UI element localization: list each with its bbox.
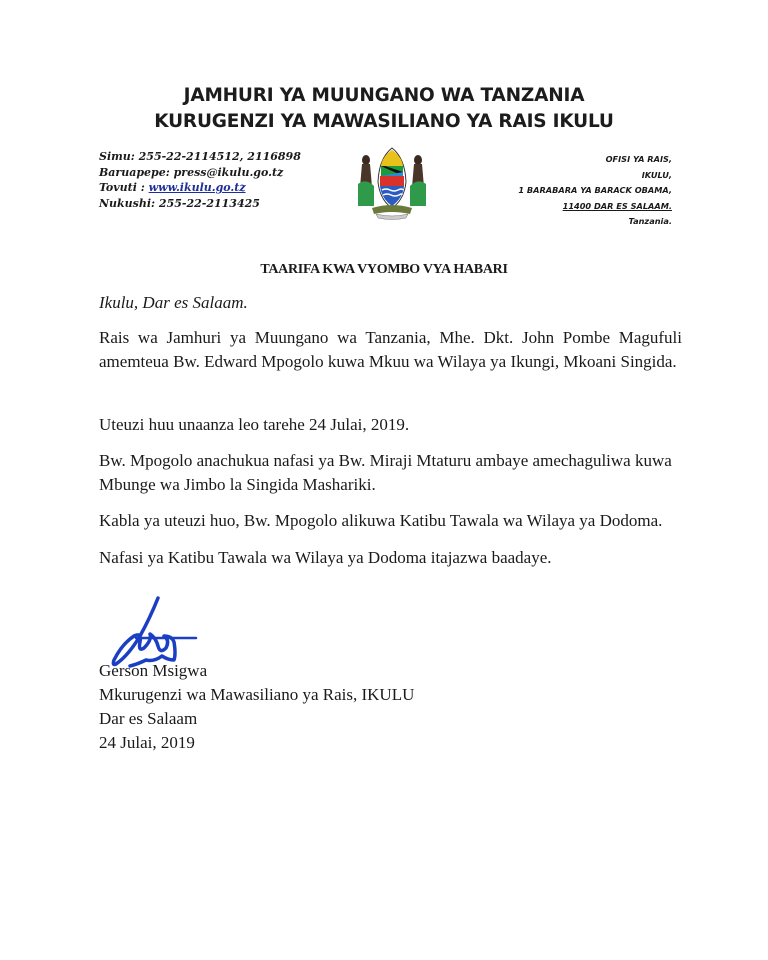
press-release-title: TAARIFA KWA VYOMBO VYA HABARI (260, 262, 508, 277)
contact-info (99, 149, 301, 211)
handwritten-signature-icon (100, 594, 210, 674)
address-line5: Tanzania. (628, 216, 672, 226)
paragraph-vacancy: Nafasi ya Katibu Tawala wa Wilaya ya Dodoma itajazwa baadaye. (99, 548, 552, 567)
phone-number: Simu: 255-22-2114512, 2116898 (99, 150, 301, 163)
website (99, 180, 301, 196)
address-line3: 1 BARABARA YA BARACK OBAMA, (518, 185, 672, 195)
office-address (518, 152, 672, 230)
website-label: Tovuti : (99, 181, 149, 194)
fax-number: Nukushi: 255-22-2113425 (99, 196, 260, 210)
letterhead-title-line1: JAMHURI YA MUUNGANO WA TANZANIA (183, 85, 585, 106)
signatory-title: Mkurugenzi wa Mawasiliano ya Rais, IKULU (99, 685, 415, 704)
paragraph-replacement: Bw. Mpogolo anachukua nafasi ya Bw. Miraji Mtaturu ambaye amechaguliwa kuwa Mbunge wa Jimbo la Singida Mashariki. (99, 451, 672, 494)
dateline: Ikulu, Dar es Salaam. (99, 293, 248, 312)
address-line1: OFISI YA RAIS, (605, 154, 672, 164)
signatory-date: 24 Julai, 2019 (99, 733, 195, 752)
signatory-location: Dar es Salaam (99, 709, 198, 728)
letterhead-title-line2: KURUGENZI YA MAWASILIANO YA RAIS IKULU (154, 111, 614, 132)
paragraph-effective-date: Uteuzi huu unaanza leo tarehe 24 Julai, 2019. (99, 415, 410, 434)
paragraph-appointment: Rais wa Jamhuri ya Muungano wa Tanzania, Mhe. Dkt. John Pombe Magufuli amemteua Bw. Edward Mpogolo kuwa Mkuu wa Wilaya ya Ikungi, Mkoani Singida. (99, 328, 682, 371)
paragraph-previous-role: Kabla ya uteuzi huo, Bw. Mpogolo alikuwa Katibu Tawala wa Wilaya ya Dodoma. (99, 511, 663, 530)
coat-of-arms-icon (352, 142, 432, 222)
signatory-name: Gerson Msigwa (99, 661, 208, 680)
website-link[interactable]: www.ikulu.go.tz (148, 181, 246, 194)
address-line2: IKULU, (641, 169, 672, 180)
email-address: Baruapepe: press@ikulu.go.tz (99, 165, 284, 179)
address-line4: 11400 DAR ES SALAAM. (562, 200, 672, 211)
